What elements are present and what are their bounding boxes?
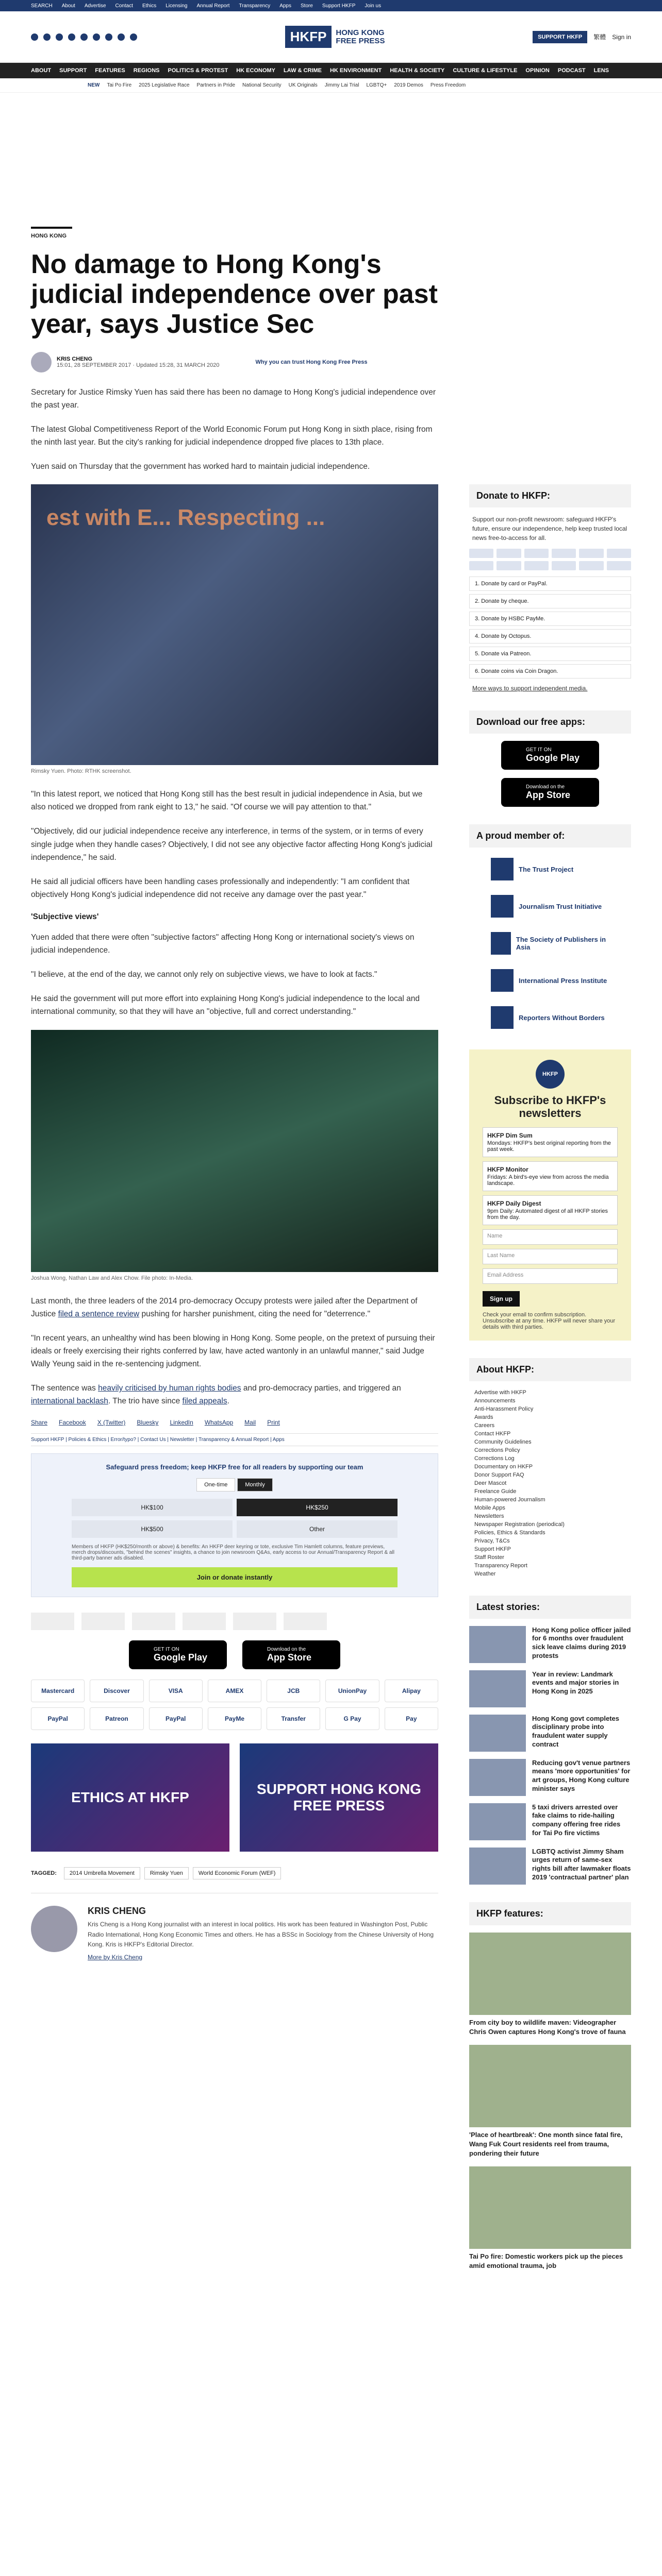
topbar-link[interactable]: Ethics xyxy=(142,3,157,9)
app-store-buttons xyxy=(31,1640,438,1669)
jti-logo[interactable] xyxy=(81,1613,125,1630)
nav-item[interactable]: OPINION xyxy=(525,67,550,74)
top-utility-bar xyxy=(0,0,662,11)
linkedin-icon[interactable] xyxy=(105,33,112,41)
share-link[interactable]: X (Twitter) xyxy=(97,1419,126,1427)
about-link[interactable]: Transparency Report xyxy=(474,1562,527,1569)
member-name: Reporters Without Borders xyxy=(519,1013,605,1022)
about-link[interactable]: Policies, Ethics & Standards xyxy=(474,1529,545,1536)
tags xyxy=(31,1867,438,1879)
paragraph: The latest Global Competitiveness Report of the World Economic Forum put Hong Kong in sixth place, rising from the ninth last year. But the city's ranking for judicial independence dropped five places to 13th place. xyxy=(31,425,433,447)
trending-link[interactable]: 2025 Legislative Race xyxy=(139,82,190,88)
paragraph xyxy=(31,1295,438,1320)
app-store-button[interactable] xyxy=(501,778,599,807)
about-link[interactable]: Documentary on HKFP xyxy=(474,1463,533,1470)
member-icon xyxy=(491,969,514,992)
payment-logo: VISA xyxy=(149,1680,203,1702)
paragraph: Secretary for Justice Rimsky Yuen has said there has been no damage to Hong Kong's judicial independence over the past year. xyxy=(31,387,436,410)
store-big: Google Play xyxy=(526,753,580,763)
photo-backdrop-text: est with E... Respecting ... xyxy=(46,505,325,531)
logo-text xyxy=(336,29,385,45)
signup-row xyxy=(483,1288,618,1312)
site-logo[interactable] xyxy=(285,26,385,48)
trending-link[interactable]: Tai Po Fire xyxy=(107,82,132,88)
inline-link[interactable]: filed appeals xyxy=(182,1397,227,1406)
topbar-link[interactable]: Store xyxy=(301,3,313,9)
last-name-field[interactable]: Last Name xyxy=(483,1249,618,1264)
newsletter-option-desc: Mondays: HKFP's best original reporting from the past week. xyxy=(487,1140,611,1153)
sopa-logo[interactable] xyxy=(132,1613,175,1630)
payment-logo: Patreon xyxy=(90,1707,143,1730)
card-icon xyxy=(524,549,549,558)
paragraph: He said all judicial officers have been handling cases professionally and independently: "I am confident that objectively Hong Kong's judicial independence did not receive any damage over the past year." xyxy=(31,877,410,899)
about-link[interactable]: Mobile Apps xyxy=(474,1504,505,1511)
about-link[interactable]: Support HKFP xyxy=(474,1546,511,1552)
topbar-link[interactable]: Contact xyxy=(115,3,133,9)
name-field[interactable]: Name xyxy=(483,1229,618,1245)
newsletter-option-desc: 9pm Daily: Automated digest of all HKFP stories from the day. xyxy=(487,1208,608,1221)
language-link[interactable]: 繁體 xyxy=(593,33,606,41)
newsletter-badge: HKFP xyxy=(536,1060,565,1089)
newsletter-option[interactable] xyxy=(483,1195,618,1225)
site-header xyxy=(0,11,662,63)
text: The sentence was xyxy=(31,1384,98,1393)
paragraph: "I believe, at the end of the day, we cannot only rely on subjective views, we have to look at facts." xyxy=(31,970,377,979)
logo-line2: FREE PRESS xyxy=(336,36,385,45)
member-name: The Society of Publishers in Asia xyxy=(516,936,606,951)
author-box xyxy=(31,1893,438,1962)
nav-item[interactable]: REGIONS xyxy=(133,67,160,74)
card-icon xyxy=(469,561,493,570)
payment-logo: PayPal xyxy=(149,1707,203,1730)
store-small: GET IT ON xyxy=(154,1647,179,1653)
member-logo[interactable] xyxy=(491,1003,609,1032)
nav-item[interactable]: LENS xyxy=(593,67,609,74)
feature-story[interactable] xyxy=(469,1933,631,2037)
tag-chip[interactable]: 2014 Umbrella Movement xyxy=(64,1867,140,1879)
member-logo[interactable] xyxy=(491,966,609,995)
newsletter-option-title: HKFP Dim Sum xyxy=(487,1131,533,1139)
card-icon xyxy=(579,549,603,558)
google-play-button[interactable] xyxy=(501,741,599,770)
inline-link[interactable]: heavily criticised by human rights bodies xyxy=(98,1384,241,1393)
topbar-link[interactable]: SEARCH xyxy=(31,3,53,9)
text: and pro-democracy parties, and triggered an xyxy=(241,1384,401,1393)
nav-item[interactable]: POLITICS & PROTEST xyxy=(168,67,228,74)
inline-donate-box xyxy=(31,1453,438,1597)
trending-link[interactable]: Press Freedom xyxy=(430,82,466,88)
ipi-logo[interactable] xyxy=(183,1613,226,1630)
feature-story[interactable] xyxy=(469,2166,631,2270)
feature-image xyxy=(469,2045,631,2127)
article-photo-rimsky-yuen xyxy=(31,484,438,765)
donate-headline: Safeguard press freedom; keep HKFP free for all readers by supporting our team xyxy=(106,1463,363,1471)
author-bio: Kris Cheng is a Hong Kong journalist with an interest in local politics. His work has been featured in Washington Post, Public Radio International, Hong Kong Economic Times and others. He has a BSSc in Sociology from the Chinese University of Hong Kong. Kris is HKFP's Editorial Director. xyxy=(88,1921,434,1948)
article-category[interactable]: HONG KONG xyxy=(31,227,72,239)
card-icon xyxy=(524,561,549,570)
about-link[interactable]: Awards xyxy=(474,1414,493,1420)
card-icon xyxy=(579,561,603,570)
story-title: LGBTQ activist Jimmy Sham urges return of same-sex rights bill after lawmaker floats 2019 'contractual partner' plan xyxy=(532,1847,631,1882)
signup-button[interactable]: Sign up xyxy=(483,1291,520,1307)
social-links xyxy=(31,33,137,41)
member-logo[interactable] xyxy=(491,929,609,958)
signin-link[interactable]: Sign in xyxy=(612,33,631,41)
nav-item[interactable]: ABOUT xyxy=(31,67,52,74)
paragraph: He said the government will put more effort into explaining Hong Kong's judicial independence to the local and international community, so that they will have an "objective, full and correct understanding." xyxy=(31,994,420,1016)
trending-link[interactable]: National Security xyxy=(242,82,282,88)
logo-mark: HKFP xyxy=(285,26,332,48)
rsf-logo[interactable] xyxy=(233,1613,276,1630)
payment-logo: Pay xyxy=(385,1707,438,1730)
store-small: Download on the xyxy=(267,1647,306,1653)
feature-image xyxy=(469,1933,631,2015)
latest-story[interactable] xyxy=(469,1626,631,1663)
about-link[interactable]: Privacy, T&Cs xyxy=(474,1537,510,1544)
google-play-button[interactable] xyxy=(129,1640,227,1669)
share-link[interactable]: Print xyxy=(267,1419,280,1427)
about-link[interactable]: Deer Mascot xyxy=(474,1480,507,1486)
donate-option[interactable]: 6. Donate coins via Coin Dragon. xyxy=(469,664,631,679)
tab-monthly[interactable]: Monthly xyxy=(237,1478,273,1492)
about-link[interactable]: Freelance Guide xyxy=(474,1488,517,1495)
trending-link[interactable]: 2019 Demos xyxy=(394,82,423,88)
member-icon xyxy=(491,932,511,955)
about-link[interactable]: Weather xyxy=(474,1570,496,1577)
share-link[interactable]: Mail xyxy=(244,1419,256,1427)
payment-logo: Mastercard xyxy=(31,1680,85,1702)
ethics-promo[interactable]: ETHICS AT HKFP xyxy=(31,1743,229,1852)
member-logo[interactable] xyxy=(491,855,609,884)
card-icon xyxy=(607,561,631,570)
about-link[interactable]: Careers xyxy=(474,1422,495,1429)
payment-logo: AMEX xyxy=(208,1680,261,1702)
byline-text xyxy=(57,356,220,368)
sidebar-app-buttons xyxy=(469,741,631,807)
payment-logo: Discover xyxy=(90,1680,143,1702)
tab-one-time[interactable]: One-time xyxy=(196,1478,235,1492)
latest-list xyxy=(469,1626,631,1885)
payment-logo: PayMe xyxy=(208,1707,261,1730)
donate-option[interactable]: 2. Donate by cheque. xyxy=(469,594,631,608)
newsletter-options xyxy=(483,1127,618,1225)
photo-caption: Rimsky Yuen. Photo: RTHK screenshot. xyxy=(31,768,131,775)
payment-logo: G Pay xyxy=(325,1707,379,1730)
story-thumbnail xyxy=(469,1803,526,1840)
card-icon xyxy=(552,561,576,570)
store-small: Download on the xyxy=(526,784,565,790)
member-name: The Trust Project xyxy=(519,865,574,873)
x-icon[interactable] xyxy=(43,33,51,41)
nav-item[interactable]: HEALTH & SOCIETY xyxy=(390,67,445,74)
latest-story[interactable] xyxy=(469,1803,631,1840)
member-name: International Press Institute xyxy=(519,976,607,985)
about-link[interactable]: Corrections Log xyxy=(474,1455,515,1462)
newsletter-note: Check your email to confirm subscription. Unsubscribe at any time. HKFP will never share your details with third parties. xyxy=(483,1311,616,1330)
story-title: 5 taxi drivers arrested over fake claims to ride-hailing company offering free rides for Tai Po fire victims xyxy=(532,1803,621,1837)
story-thumbnail xyxy=(469,1715,526,1752)
about-links xyxy=(469,1388,631,1578)
hkfp-logo[interactable] xyxy=(284,1613,327,1630)
header-actions xyxy=(533,31,631,43)
article-photo-activists xyxy=(31,1030,438,1272)
payment-logo: Alipay xyxy=(385,1680,438,1702)
trending-link[interactable]: LGBTQ+ xyxy=(366,82,387,88)
nav-item[interactable]: CULTURE & LIFESTYLE xyxy=(453,67,518,74)
paragraph: "Objectively, did our judicial independence receive any interference, in terms of the system, or in terms of every single judge when they handle cases? Objectively, I did not see any objective factor affecting Hong Kong's judicial independence," he said. xyxy=(31,827,433,862)
inline-link[interactable]: filed a sentence review xyxy=(58,1309,140,1318)
topbar-link[interactable]: Licensing xyxy=(166,3,188,9)
story-title: Hong Kong police officer jailed for 6 months over fraudulent sick leave claims during 2019 protests xyxy=(532,1625,631,1660)
photo-caption: Joshua Wong, Nathan Law and Alex Chow. File photo: In-Media. xyxy=(31,1275,193,1281)
policy-links[interactable]: Support HKFP | Policies & Ethics | Error/typo? | Contact Us | Newsletter | Transparency & Annual Report | Apps xyxy=(31,1433,438,1446)
store-big: Google Play xyxy=(154,1652,208,1663)
about-link[interactable]: Human-powered Journalism xyxy=(474,1496,545,1503)
donate-text: Support our non-profit newsroom: safeguard HKFP's future, ensure our independence, help keep trusted local news free-to-access for all. xyxy=(472,516,627,541)
trending-link[interactable]: Partners in Pride xyxy=(196,82,236,88)
trust-link[interactable]: Why you can trust Hong Kong Free Press xyxy=(255,359,368,365)
nav-item[interactable]: HK ENVIRONMENT xyxy=(329,67,382,74)
card-icon xyxy=(496,561,521,570)
trending-bar xyxy=(0,78,662,93)
trending-new-label: NEW xyxy=(88,82,100,88)
paragraph: Yuen said on Thursday that the government has worked hard to maintain judicial independence. xyxy=(31,462,370,471)
paragraph: "In this latest report, we noticed that Hong Kong still has the best result in judicial independence in Asia, but we also noticed we dropped from rank eight to 13," he said. "Of course we will pay attention to that." xyxy=(31,790,423,812)
feature-title: Tai Po fire: Domestic workers pick up the pieces amid emotional trauma, job xyxy=(469,2252,623,2269)
logo-line1: HONG KONG xyxy=(336,28,385,37)
bluesky-icon[interactable] xyxy=(93,33,100,41)
nav-item[interactable]: SUPPORT xyxy=(59,67,87,74)
article-title: No damage to Hong Kong's judicial independence over past year, says Justice Sec xyxy=(31,249,438,340)
payment-logo: PayPal xyxy=(31,1707,85,1730)
text: Last month, the three leaders of the 2014 pro-democracy Occupy protests were jailed after the Department of Justice xyxy=(31,1296,418,1318)
member-name: Journalism Trust Initiative xyxy=(519,902,602,910)
story-thumbnail xyxy=(469,1759,526,1796)
nav-item[interactable]: FEATURES xyxy=(95,67,125,74)
youtube-icon[interactable] xyxy=(68,33,75,41)
topbar-link[interactable]: Apps xyxy=(279,3,291,9)
newsletter-option-desc: Fridays: A bird's-eye view from across the media landscape. xyxy=(487,1174,609,1187)
member-badges xyxy=(31,1613,438,1630)
amount-option[interactable]: HK$250 xyxy=(237,1499,398,1516)
sidebar-heading: Latest stories: xyxy=(469,1596,631,1619)
payment-logo: JCB xyxy=(267,1680,320,1702)
byline-author[interactable]: KRIS CHENG xyxy=(57,355,93,362)
topbar-link[interactable]: Annual Report xyxy=(196,3,230,9)
promo-banners xyxy=(31,1743,438,1852)
tag-chip[interactable]: Rimsky Yuen xyxy=(144,1867,189,1879)
store-big: App Store xyxy=(526,790,571,800)
card-icon xyxy=(496,549,521,558)
sidebar-features xyxy=(469,1902,631,2270)
author-avatar xyxy=(31,352,52,372)
donate-option[interactable]: 4. Donate by Octopus. xyxy=(469,629,631,643)
about-link[interactable]: Newspaper Registration (periodical) xyxy=(474,1521,565,1528)
paragraph xyxy=(31,1382,438,1408)
nav-item[interactable]: LAW & CRIME xyxy=(284,67,322,74)
sidebar-about xyxy=(469,1358,631,1578)
store-small: GET IT ON xyxy=(526,747,552,753)
rss-icon[interactable] xyxy=(130,33,137,41)
newsletter-option-title: HKFP Monitor xyxy=(487,1165,528,1173)
tags-label: TAGGED: xyxy=(31,1870,57,1877)
card-icon xyxy=(469,549,493,558)
about-link[interactable]: Staff Roster xyxy=(474,1554,504,1561)
author-info xyxy=(88,1906,438,1962)
story-title: Year in review: Landmark events and major stories in Hong Kong in 2025 xyxy=(532,1670,619,1696)
text: . xyxy=(227,1397,229,1406)
donate-tabs xyxy=(41,1478,428,1492)
donate-benefits: Members of HKFP (HK$250/month or above) & benefits: An HKFP deer keyring or tote, exclusive Tim Hamlett columns, feature previews, merch drops/discounts, "behind the scenes" insights, a chance to join newsroom Q&As, early access to our Annual/Transparency Report & all third-party banner ads disabled. xyxy=(72,1544,394,1562)
about-link[interactable]: Community Guidelines xyxy=(474,1438,532,1445)
payment-methods xyxy=(31,1680,438,1730)
author-name[interactable]: KRIS CHENG xyxy=(88,1906,146,1917)
trending-link[interactable]: UK Originals xyxy=(288,82,318,88)
instagram-icon[interactable] xyxy=(56,33,63,41)
share-link[interactable]: Share xyxy=(31,1419,48,1427)
newsletter-option[interactable] xyxy=(483,1127,618,1157)
share-link[interactable]: WhatsApp xyxy=(204,1419,234,1427)
sidebar-latest xyxy=(469,1596,631,1885)
content-wrap xyxy=(0,93,662,2288)
sidebar-donate xyxy=(469,484,631,693)
topbar-link[interactable]: Support HKFP xyxy=(322,3,356,9)
story-thumbnail xyxy=(469,1848,526,1885)
author-more-link[interactable]: More by Kris Cheng xyxy=(88,1953,143,1961)
topbar-link[interactable]: Transparency xyxy=(239,3,271,9)
member-logo[interactable] xyxy=(491,892,609,921)
nav-item[interactable]: PODCAST xyxy=(557,67,586,74)
donate-option[interactable]: 5. Donate via Patreon. xyxy=(469,647,631,661)
article xyxy=(31,93,438,2288)
newsletter-option-title: HKFP Daily Digest xyxy=(487,1199,541,1207)
member-icon xyxy=(491,858,514,880)
member-list xyxy=(469,855,631,1032)
about-link[interactable]: Newsletters xyxy=(474,1513,504,1519)
byline-dates: 15:01, 28 SEPTEMBER 2017 · Updated 15:28, 31 MARCH 2020 xyxy=(57,362,220,368)
payment-logo: UnionPay xyxy=(325,1680,379,1702)
card-icon xyxy=(552,549,576,558)
text: pushing for harsher punishment, citing the need for "deterrence." xyxy=(139,1309,371,1318)
payment-logo: Transfer xyxy=(267,1707,320,1730)
about-link[interactable]: Contact HKFP xyxy=(474,1430,511,1437)
topbar-link[interactable]: About xyxy=(61,3,75,9)
share-bar xyxy=(31,1419,438,1426)
byline xyxy=(31,352,438,372)
latest-story[interactable] xyxy=(469,1759,631,1796)
sidebar-apps xyxy=(469,710,631,807)
latest-story[interactable] xyxy=(469,1670,631,1707)
app-store-button[interactable] xyxy=(242,1640,340,1669)
text: . The trio have since xyxy=(108,1397,183,1406)
more-ways-link[interactable]: More ways to support independent media. xyxy=(472,685,588,692)
sidebar-members xyxy=(469,824,631,1032)
card-icons xyxy=(469,549,631,570)
store-big: App Store xyxy=(267,1652,312,1663)
support-button[interactable]: SUPPORT HKFP xyxy=(533,31,587,43)
trending-link[interactable]: Jimmy Lai Trial xyxy=(324,82,359,88)
feature-story[interactable] xyxy=(469,2045,631,2158)
member-icon xyxy=(491,1006,514,1029)
amount-option[interactable]: HK$500 xyxy=(72,1520,233,1538)
latest-story[interactable] xyxy=(469,1848,631,1885)
inline-link[interactable]: international backlash xyxy=(31,1397,108,1406)
donate-button[interactable]: Join or donate instantly xyxy=(72,1567,398,1587)
card-icon xyxy=(607,549,631,558)
sidebar xyxy=(469,93,631,2288)
story-title: Reducing gov't venue partners means 'more opportunities' for art groups, Hong Kong culture minister says xyxy=(532,1758,631,1793)
latest-story[interactable] xyxy=(469,1715,631,1752)
donate-options xyxy=(469,577,631,679)
sidebar-heading: Download our free apps: xyxy=(469,710,631,734)
donate-amounts xyxy=(72,1499,398,1538)
facebook-icon[interactable] xyxy=(31,33,38,41)
donate-option[interactable]: 3. Donate by HSBC PayMe. xyxy=(469,612,631,626)
telegram-icon[interactable] xyxy=(80,33,88,41)
member-icon xyxy=(491,895,514,918)
paragraph: Yuen added that there were often "subjective factors" affecting Hong Kong or international society's views on judicial independence. xyxy=(31,933,415,955)
email-field[interactable]: Email Address xyxy=(483,1268,618,1284)
features-list xyxy=(469,1933,631,2270)
story-title: Hong Kong govt completes disciplinary probe into fraudulent water supply contract xyxy=(532,1714,619,1749)
sidebar-heading: About HKFP: xyxy=(469,1358,631,1381)
trust-project-logo[interactable] xyxy=(31,1613,74,1630)
main-nav xyxy=(0,63,662,78)
story-thumbnail xyxy=(469,1670,526,1707)
about-link[interactable]: Corrections Policy xyxy=(474,1447,520,1453)
threads-icon[interactable] xyxy=(118,33,125,41)
newsletter-title: Subscribe to HKFP's newsletters xyxy=(494,1094,606,1120)
share-link[interactable]: LinkedIn xyxy=(170,1419,193,1427)
sidebar-heading: A proud member of: xyxy=(469,824,631,848)
topbar-link[interactable]: Join us xyxy=(365,3,382,9)
about-link[interactable]: Advertise with HKFP xyxy=(474,1389,526,1396)
share-link[interactable]: Bluesky xyxy=(137,1419,159,1427)
feature-image xyxy=(469,2166,631,2249)
newsletter-option[interactable] xyxy=(483,1161,618,1191)
tag-chip[interactable]: World Economic Forum (WEF) xyxy=(193,1867,282,1879)
newsletter-box xyxy=(469,1049,631,1341)
nav-item[interactable]: HK ECONOMY xyxy=(236,67,276,74)
sidebar-heading: Donate to HKFP: xyxy=(469,484,631,507)
amount-option[interactable]: HK$100 xyxy=(72,1499,233,1516)
subheading: 'Subjective views' xyxy=(31,912,99,922)
about-link[interactable]: Donor Support FAQ xyxy=(474,1471,524,1478)
about-link[interactable]: Anti-Harassment Policy xyxy=(474,1405,534,1412)
paragraph: "In recent years, an unhealthy wind has been blowing in Hong Kong. Some people, on the pretext of pursuing their ideals or freely exercising their rights conferred by law, have acted wantonly in an unlawful manner," said Judge Wally Yeung said in the re-sentencing judgment. xyxy=(31,1333,435,1368)
share-link[interactable]: Facebook xyxy=(59,1419,86,1427)
support-promo[interactable]: SUPPORT HONG KONG FREE PRESS xyxy=(240,1743,438,1852)
amount-option[interactable]: Other xyxy=(237,1520,398,1538)
feature-title: 'Place of heartbreak': One month since fatal fire, Wang Fuk Court residents reel from trauma, pondering their future xyxy=(469,2130,623,2157)
about-link[interactable]: Announcements xyxy=(474,1397,516,1404)
topbar-link[interactable]: Advertise xyxy=(84,3,106,9)
author-photo xyxy=(31,1906,77,1952)
feature-title: From city boy to wildlife maven: Videographer Chris Owen captures Hong Kong's trove of fauna xyxy=(469,2018,626,2036)
sidebar-heading: HKFP features: xyxy=(469,1902,631,1925)
donate-option[interactable]: 1. Donate by card or PayPal. xyxy=(469,577,631,591)
story-thumbnail xyxy=(469,1626,526,1663)
